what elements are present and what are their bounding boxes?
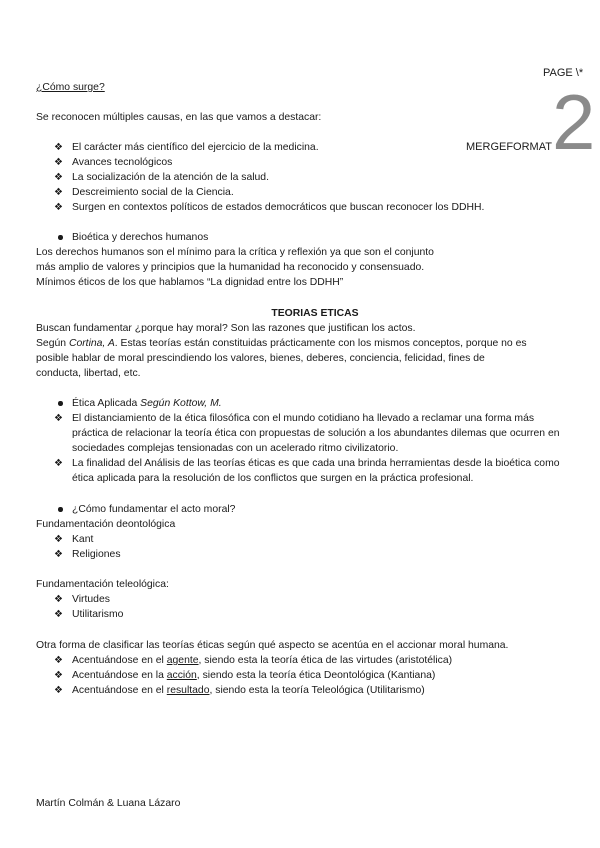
list-item: ❖ La socialización de la atención de la salud. bbox=[54, 172, 269, 183]
applied-ethics-list bbox=[54, 396, 566, 486]
paragraph-line: Mínimos éticos de los que hablamos “La dignidad entre los DDHH” bbox=[36, 277, 344, 288]
accent-list bbox=[54, 653, 452, 698]
page-number: 2 bbox=[552, 78, 596, 166]
teleological-label: Fundamentación teleológica: bbox=[36, 579, 169, 590]
author-citation: Cortina, A bbox=[68, 338, 115, 349]
key-term: acción bbox=[166, 670, 197, 681]
list-item: ❖ El carácter más científico del ejercicio de la medicina. bbox=[54, 142, 319, 153]
diamond-bullet-icon: ❖ bbox=[54, 172, 63, 183]
key-term: resultado bbox=[166, 685, 210, 696]
footer-authors: Martín Colmán & Luana Lázaro bbox=[36, 798, 181, 809]
question-bullet bbox=[54, 502, 235, 517]
list-item: ❖ Kant bbox=[54, 534, 94, 545]
diamond-bullet-icon: ❖ bbox=[54, 142, 63, 153]
list-item: ❖ Virtudes bbox=[54, 594, 110, 605]
list-item: ❖ Avances tecnológicos bbox=[54, 157, 173, 168]
diamond-bullet-icon: ❖ bbox=[54, 187, 63, 198]
list-item: Bioética y derechos humanos bbox=[54, 230, 208, 245]
paragraph-line: Buscan fundamentar ¿porque hay moral? Son las razones que justifican los actos. bbox=[36, 323, 416, 334]
list-item: ❖ La finalidad del Análisis de las teorías éticas es que cada una brinda herramientas desde la bioética como ética aplicada para la resolución de los conflictos que surgen en la práctica profesional. bbox=[54, 458, 560, 484]
diamond-bullet-icon: ❖ bbox=[54, 534, 63, 545]
diamond-bullet-icon: ❖ bbox=[54, 670, 63, 681]
key-term: agente bbox=[166, 655, 199, 666]
paragraph-line: más amplio de valores y principios que la humanidad ha reconocido y consensuado. bbox=[36, 262, 425, 273]
deontological-list bbox=[54, 532, 121, 562]
list-item: ❖ Descreimiento social de la Ciencia. bbox=[54, 187, 234, 198]
author-citation: Según Kottow, M. bbox=[140, 398, 222, 409]
mergeformat-field: MERGEFORMAT bbox=[466, 141, 552, 153]
diamond-bullet-icon: ❖ bbox=[54, 655, 63, 666]
bioetica-bullet bbox=[54, 230, 208, 245]
deontological-label: Fundamentación deontológica bbox=[36, 519, 176, 530]
list-item: ❖ Acentuándose en el resultado, siendo esta la teoría Teleológica (Utilitarismo) bbox=[54, 685, 425, 696]
causes-list bbox=[54, 140, 484, 215]
classification-text: Otra forma de clasificar las teorías éticas según qué aspecto se acentúa en el accionar moral humana. bbox=[36, 640, 509, 651]
diamond-bullet-icon: ❖ bbox=[54, 157, 63, 168]
diamond-bullet-icon: ❖ bbox=[54, 202, 63, 213]
list-item: ¿Cómo fundamentar el acto moral? bbox=[54, 502, 235, 517]
list-item: ❖ Utilitarismo bbox=[54, 609, 124, 620]
teleological-list bbox=[54, 592, 123, 622]
round-bullet-icon bbox=[58, 235, 63, 240]
round-bullet-icon bbox=[58, 507, 63, 512]
paragraph-line: Los derechos humanos son el mínimo para la crítica y reflexión ya que son el conjunto bbox=[36, 247, 434, 258]
round-bullet-icon bbox=[58, 401, 63, 406]
intro-text: Se reconocen múltiples causas, en las que vamos a destacar: bbox=[36, 112, 322, 123]
diamond-bullet-icon: ❖ bbox=[54, 685, 63, 696]
section-heading: ¿Cómo surge? bbox=[36, 82, 105, 93]
diamond-bullet-icon: ❖ bbox=[54, 549, 63, 560]
diamond-bullet-icon: ❖ bbox=[54, 458, 63, 469]
list-item: ❖ El distanciamiento de la ética filosófica con el mundo cotidiano ha llevado a reclamar una forma más práctica de relacionar la teoría ética con propuestas de solución a los abundantes dilemas que ocurren en sociedades complejas tensionadas con un acelerado ritmo civilizatorio. bbox=[54, 413, 560, 454]
paragraph-line: posible hablar de moral prescindiendo los valores, bienes, deberes, conciencia, felicidad, fines de bbox=[36, 353, 485, 364]
list-item: ❖ Surgen en contextos políticos de estados democráticos que buscan reconocer los DDHH. bbox=[54, 202, 485, 213]
section-title: TEORIAS ETICAS bbox=[271, 308, 359, 319]
list-item: ❖ Religiones bbox=[54, 549, 121, 560]
page-field: PAGE \* bbox=[543, 67, 584, 79]
diamond-bullet-icon: ❖ bbox=[54, 594, 63, 605]
diamond-bullet-icon: ❖ bbox=[54, 609, 63, 620]
list-item: Ética Aplicada Según Kottow, M. bbox=[54, 396, 566, 411]
paragraph-line: conducta, libertad, etc. bbox=[36, 368, 141, 379]
list-item: ❖ Acentuándose en el agente, siendo esta la teoría ética de las virtudes (aristotélica) bbox=[54, 655, 453, 666]
paragraph-line: Según Cortina, A. Estas teorías están constituidas prácticamente con los mismos conceptos, porque no es bbox=[36, 338, 527, 349]
diamond-bullet-icon: ❖ bbox=[54, 413, 63, 424]
list-item: ❖ Acentuándose en la acción, siendo esta la teoría ética Deontológica (Kantiana) bbox=[54, 670, 436, 681]
